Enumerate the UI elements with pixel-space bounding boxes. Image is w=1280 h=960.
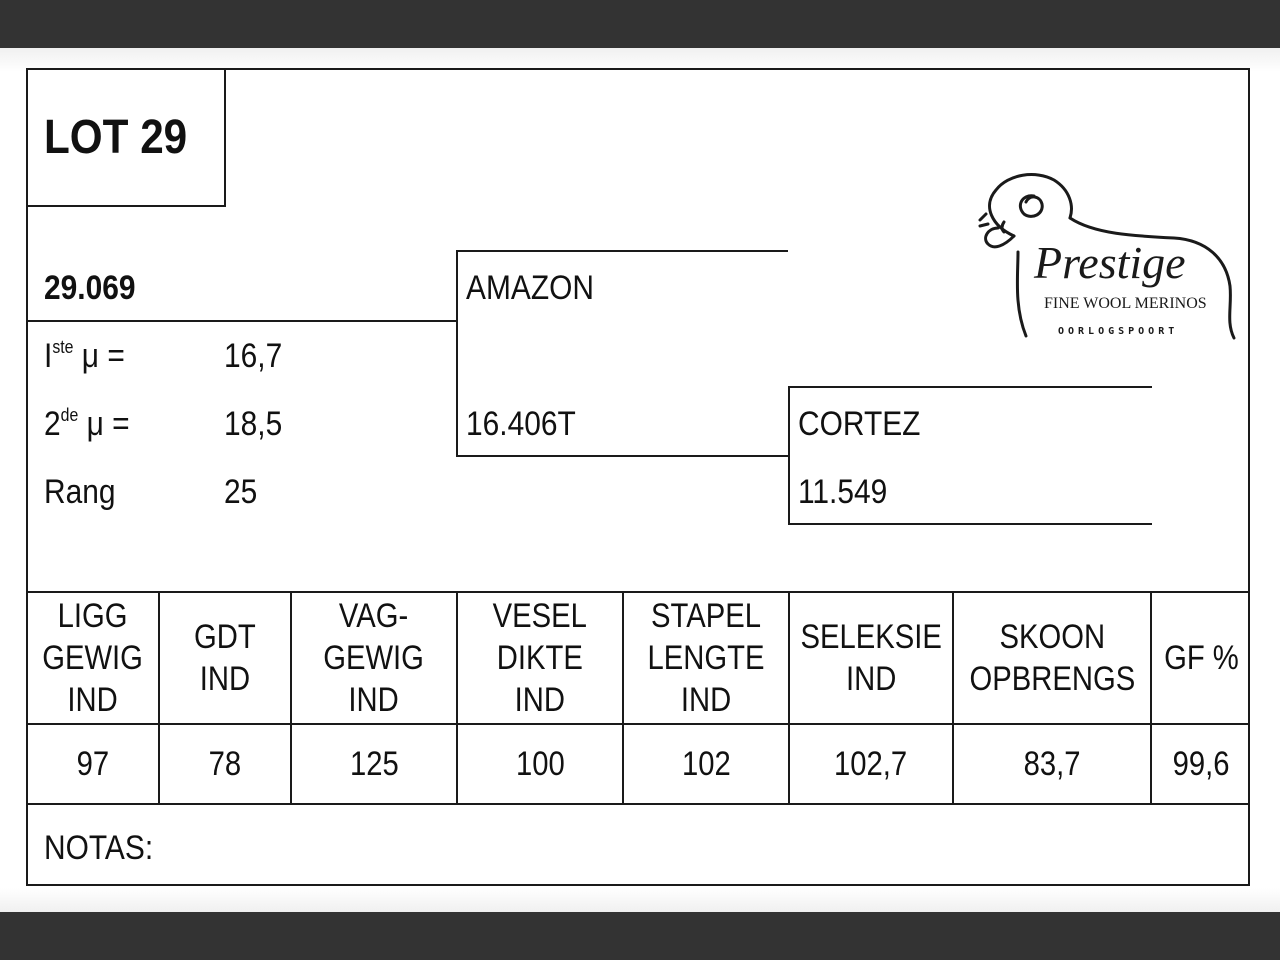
index-header: VAG- GEWIG IND [323,597,425,719]
notes-label: NOTAS: [44,829,154,867]
index-value: 102,7 [834,745,908,783]
lot-number: LOT 29 [44,111,188,164]
sire-name: AMAZON [466,269,594,307]
index-header: SELEKSIE IND [800,618,942,698]
prestige-logo [974,166,1244,342]
rank-label: Rang [44,473,116,511]
index-value: 78 [208,745,242,783]
index-value: 125 [349,745,399,783]
index-value: 83,7 [1023,745,1081,783]
index-value: 97 [76,745,110,783]
lot-card [26,68,1250,886]
animal-id: 29.069 [44,269,136,307]
grandsire-id: 11.549 [798,473,888,511]
logo-location: OORLOGSPOORT [1058,326,1179,337]
first-micron-label: Iste μ = [44,337,125,375]
index-header: LIGG GEWIG IND [42,597,144,719]
bottom-frame-bar [0,912,1280,960]
second-micron-value: 18,5 [224,405,283,443]
grandsire-name: CORTEZ [798,405,921,443]
logo-tagline: FINE WOOL MERINOS [1044,295,1207,312]
index-header: GDT IND [194,618,256,698]
second-micron-label: 2de μ = [44,405,130,443]
index-value: 102 [681,745,731,783]
first-micron-value: 16,7 [224,337,283,375]
top-frame-bar [0,0,1280,48]
logo-brand: Prestige [1034,237,1186,288]
index-header: GF % [1163,639,1239,677]
index-value: 100 [515,745,565,783]
index-header: SKOON OPBRENGS [969,618,1135,698]
sire-id: 16.406T [466,405,576,443]
rank-value: 25 [224,473,258,511]
index-value: 99,6 [1172,745,1230,783]
index-header: VESEL DIKTE IND [492,597,588,719]
index-header: STAPEL LENGTE IND [647,597,765,719]
